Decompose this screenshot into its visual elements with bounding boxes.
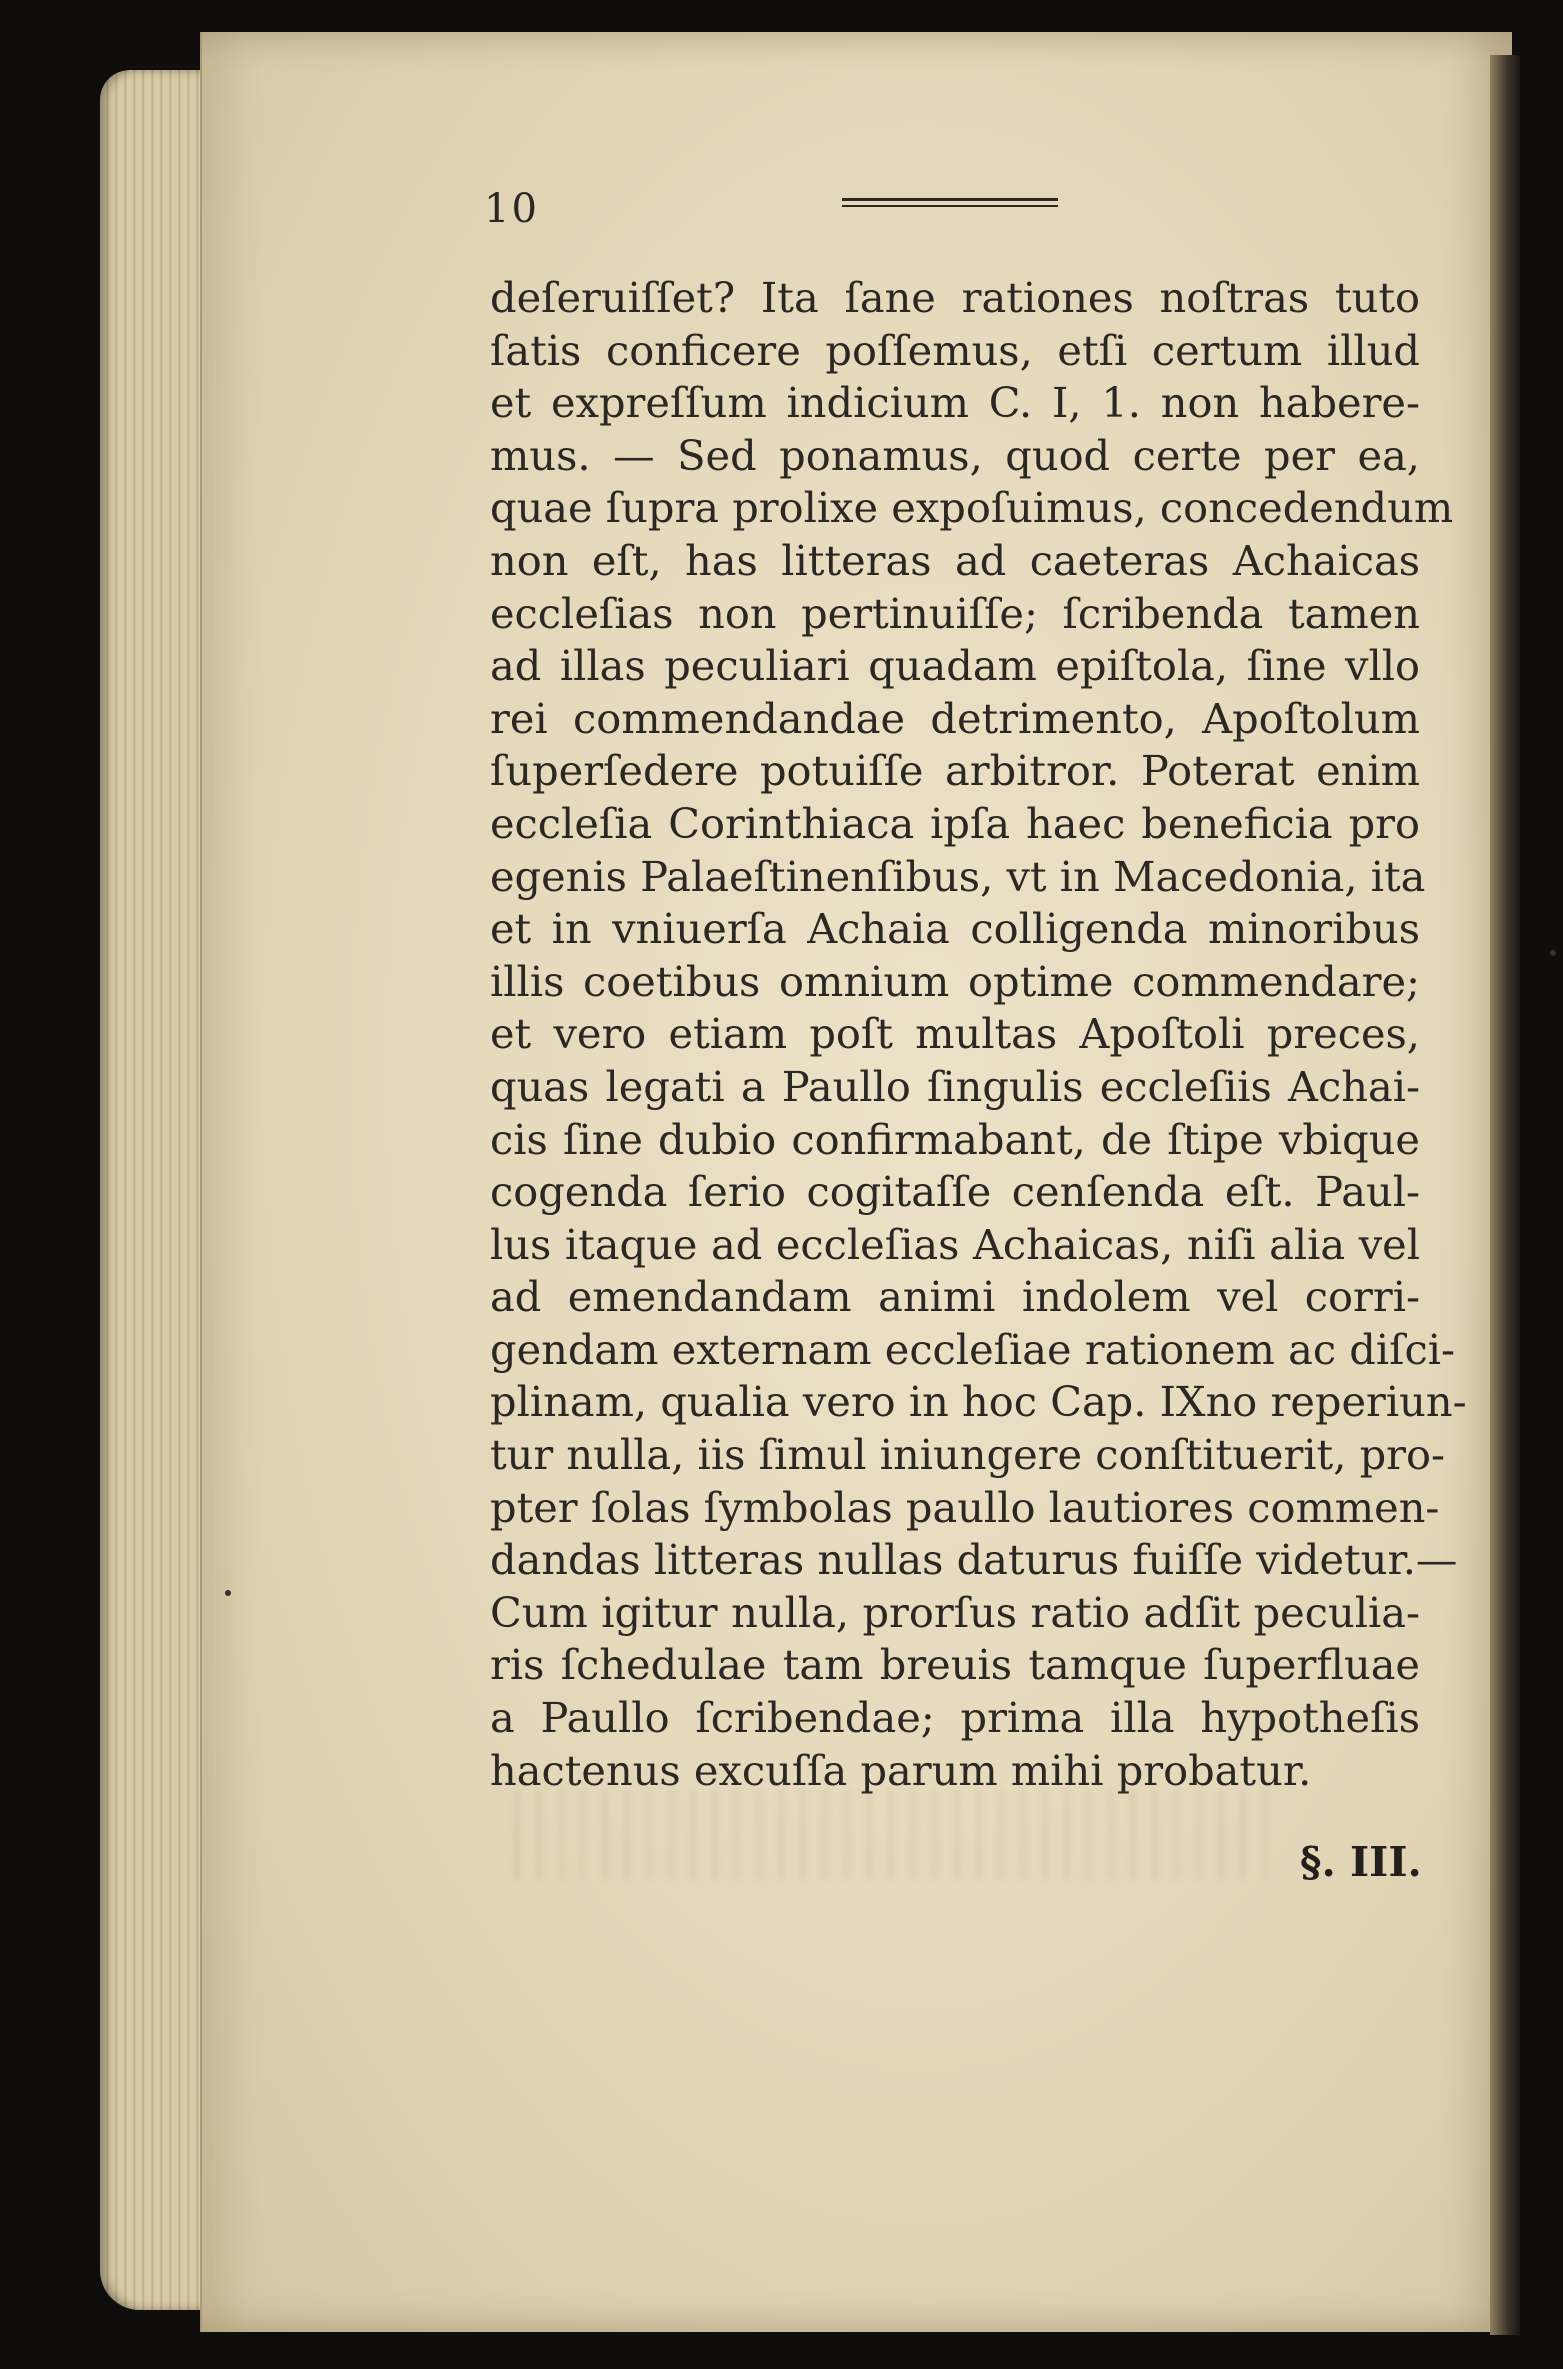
speck — [1550, 950, 1556, 956]
text-line: dandas litteras nullas daturus fuiſſe videtur.— — [490, 1535, 1458, 1585]
text-line: a Paullo ſcribendae; prima illa hypotheſis — [490, 1693, 1420, 1743]
text-line: cis ſine dubio confirmabant, de ſtipe vbique — [490, 1114, 1420, 1164]
header-rule — [842, 198, 1058, 208]
text-line: et in vniuerſa Achaia colligenda minoribus — [490, 904, 1420, 954]
book-gutter — [1490, 55, 1520, 2335]
text-line: Cum igitur nulla, prorſus ratio adſit peculia- — [490, 1587, 1420, 1637]
catchword: §. III. — [1300, 1838, 1422, 1886]
text-line: rei commendandae detrimento, Apoſtolum — [490, 693, 1420, 743]
text-line: deſeruiſſet? Ita ſane rationes noſtras tuto — [490, 273, 1420, 322]
text-line: ris ſchedulae tam breuis tamque ſuperfluae — [490, 1640, 1420, 1690]
text-line: pter ſolas ſymbolas paullo lautiores commen- — [490, 1482, 1440, 1532]
text-line: quas legati a Paullo ſingulis eccleſiis Achai- — [490, 1061, 1420, 1111]
text-line: plinam, qualia vero in hoc Cap. IXno reperiun- — [490, 1377, 1467, 1427]
text-line: lus itaque ad eccleſias Achaicas, niſi alia vel — [490, 1219, 1420, 1269]
text-line: egenis Palaeſtinenſibus, vt in Macedonia, ita — [490, 851, 1426, 901]
text-line: eccleſias non pertinuiſſe; ſcribenda tamen — [490, 588, 1420, 638]
body-text — [490, 272, 1467, 1797]
text-line: ſatis conficere poſſemus, etſi certum illud — [490, 325, 1420, 375]
text-line: et vero etiam poſt multas Apoſtoli preces, — [490, 1009, 1420, 1059]
text-line: hactenus excuſſa parum mihi probatur. — [490, 1745, 1312, 1795]
text-line: ſuperſedere potuiſſe arbitror. Poterat enim — [490, 746, 1420, 796]
text-line: et expreſſum indicium C. I, 1. non habere- — [490, 378, 1420, 428]
text-line: cogenda ſerio cogitaſſe cenſenda eſt. Paul- — [490, 1167, 1420, 1217]
text-line: gendam externam eccleſiae rationem ac diſci- — [490, 1324, 1456, 1374]
text-line: illis coetibus omnium optime commendare; — [490, 956, 1420, 1006]
text-line: ad emendandam animi indolem vel corri- — [490, 1272, 1420, 1322]
text-line: quae ſupra prolixe expoſuimus, concedendum — [490, 483, 1454, 533]
text-line: non eſt, has litteras ad caeteras Achaicas — [490, 535, 1420, 585]
text-line: ad illas peculiari quadam epiſtola, ſine vllo — [490, 641, 1420, 691]
text-line: mus. — Sed ponamus, quod certe per ea, — [490, 430, 1420, 480]
speck — [225, 1590, 231, 1596]
text-line: tur nulla, iis ſimul iniungere conſtituerit, pro- — [490, 1430, 1446, 1480]
page-number: 10 — [484, 186, 539, 232]
show-through — [500, 1790, 1280, 1880]
text-line: eccleſia Corinthiaca ipſa haec beneficia pro — [490, 798, 1420, 848]
